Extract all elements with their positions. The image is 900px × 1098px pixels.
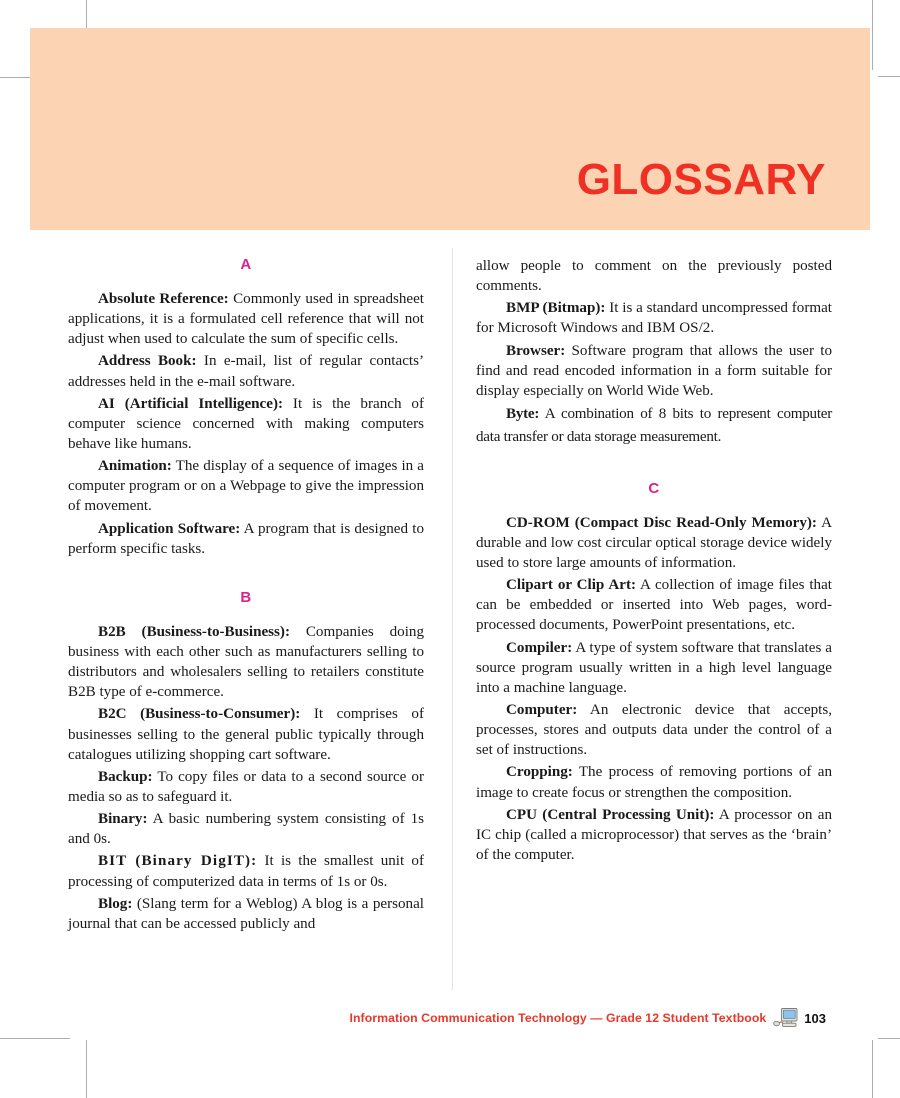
glossary-entry [68, 894, 424, 934]
entry-definition: The process of removing portions of an image to create focus or strengthen the composition. [476, 764, 832, 801]
entry-term: Browser: [506, 342, 566, 359]
glossary-entry [476, 341, 832, 401]
entry-term: Byte: [506, 405, 540, 422]
page-footer [0, 1006, 900, 1030]
section-letter-a: A [240, 256, 252, 273]
entry-term: BMP (Bitmap): [506, 300, 606, 317]
glossary-entry [68, 767, 424, 807]
crop-mark-top-right-vertical [872, 0, 873, 70]
glossary-entry [476, 638, 832, 698]
entry-definition: A type of system software that translates a source program usually written in a high level language into a machine language. [476, 639, 832, 696]
entry-term: Backup: [98, 768, 153, 785]
entry-definition: Commonly used in spreadsheet applications, it is a formulated cell reference that will not adjust when used to calculate the sum of specific cells. [68, 291, 425, 348]
entry-term: Absolute Reference: [98, 291, 229, 307]
entry-term: Cropping: [506, 764, 573, 781]
entry-term: BIT (Binary DigIT): [98, 853, 258, 870]
footer-title: Information Communication Technology — Grade 12 Student Textbook [349, 1011, 767, 1025]
glossary-entry [68, 809, 424, 849]
entry-definition: A collection of image files that can be embedded or inserted into Web pages, word-processed documents, PowerPoint presentations, etc. [476, 577, 832, 634]
crop-mark-bottom-right-horizontal [878, 1038, 900, 1039]
glossary-entry [68, 456, 424, 516]
entry-term: B2C (Business-to-Consumer): [98, 706, 301, 723]
entry-definition: An electronic device that accepts, processes, stores and outputs data under the control of a set of instructions. [476, 702, 832, 759]
page-number: 103 [804, 1010, 826, 1026]
glossary-entry [476, 762, 832, 802]
entry-term: Binary: [98, 811, 148, 828]
left-column [68, 256, 424, 936]
entry-definition: A processor on an IC chip (called a microprocessor) that serves as the ‘brain’ of the computer. [476, 806, 832, 864]
glossary-columns [68, 256, 832, 936]
section-letter-b: B [240, 588, 252, 606]
entry-definition: It is the smallest unit of processing of computerized data in terms of 1s or 0s. [68, 853, 424, 890]
desktop-computer-icon [773, 1007, 799, 1029]
entry-definition: A program that is designed to perform specific tasks. [68, 520, 424, 557]
entry-definition: It comprises of businesses selling to the general public typically through catalogues utilizing shopping cart software. [68, 706, 424, 763]
glossary-entry [68, 622, 424, 703]
entry-term: B2B (Business-to-Business): [98, 623, 290, 640]
entry-term: Blog: [98, 895, 133, 912]
entry-definition: It is the branch of computer science concerned with making computers behave like humans. [68, 395, 425, 452]
entry-definition: A basic numbering system consisting of 1s and 0s. [68, 811, 424, 848]
glossary-entry [68, 704, 424, 764]
crop-mark-bottom-right-vertical [872, 1040, 873, 1098]
page-title: GLOSSARY [576, 155, 826, 204]
entry-definition: To copy files or data to a second source or media so as to safeguard it. [68, 768, 424, 805]
glossary-entry [476, 298, 832, 338]
section-letter-c: C [648, 479, 660, 497]
entry-term: Address Book: [98, 353, 197, 370]
entry-term: CD-ROM (Compact Disc Read-Only Memory): [506, 514, 817, 531]
entry-definition: In e-mail, list of regular contacts’ addresses held in the e-mail software. [68, 353, 424, 390]
entry-term: Clipart or Clip Art: [506, 577, 637, 594]
glossary-entry [68, 289, 424, 349]
entry-term: Computer: [506, 702, 578, 719]
glossary-entry-continuation: allow people to comment on the previously posted comments. [476, 258, 832, 295]
glossary-entry [68, 851, 424, 891]
entry-definition: Software program that allows the user to find and read encoded information in a form suitable for display especially on World Wide Web. [476, 342, 832, 399]
glossary-entry [68, 394, 424, 454]
entry-term: AI (Artificial Intelligence): [98, 395, 283, 412]
entry-definition: The display of a sequence of images in a computer program or on a Webpage to give the impression of movement. [68, 458, 424, 515]
entry-definition: A durable and low cost circular optical storage device widely used to store large amounts of information. [476, 514, 832, 572]
glossary-entry [476, 700, 832, 760]
crop-mark-bottom-left-horizontal [0, 1038, 70, 1039]
glossary-entry [68, 519, 424, 559]
entry-term: Animation: [98, 458, 172, 475]
crop-mark-bottom-left-vertical [86, 1040, 87, 1098]
right-column [476, 256, 832, 936]
glossary-entry [476, 805, 832, 865]
entry-definition: It is a standard uncompressed format for Microsoft Windows and IBM OS/2. [476, 300, 833, 337]
entry-definition: A combination of 8 bits to represent computer data transfer or data storage measurement. [476, 405, 832, 446]
entry-definition: (Slang term for a Weblog) A blog is a personal journal that can be accessed publicly and [68, 895, 424, 932]
entry-definition: Companies doing business with each other such as manufacturers selling to distributors and wholesalers selling to retailers constitute B2B type of e-commerce. [68, 623, 425, 701]
crop-mark-top-right-horizontal [878, 76, 900, 77]
glossary-entry [476, 403, 832, 450]
glossary-entry [68, 351, 424, 391]
entry-term: Application Software: [98, 520, 241, 537]
glossary-entry [476, 575, 832, 635]
entry-term: Compiler: [506, 639, 573, 656]
entry-term: CPU (Central Processing Unit): [506, 806, 715, 823]
glossary-banner [30, 28, 870, 230]
glossary-entry [476, 513, 832, 573]
